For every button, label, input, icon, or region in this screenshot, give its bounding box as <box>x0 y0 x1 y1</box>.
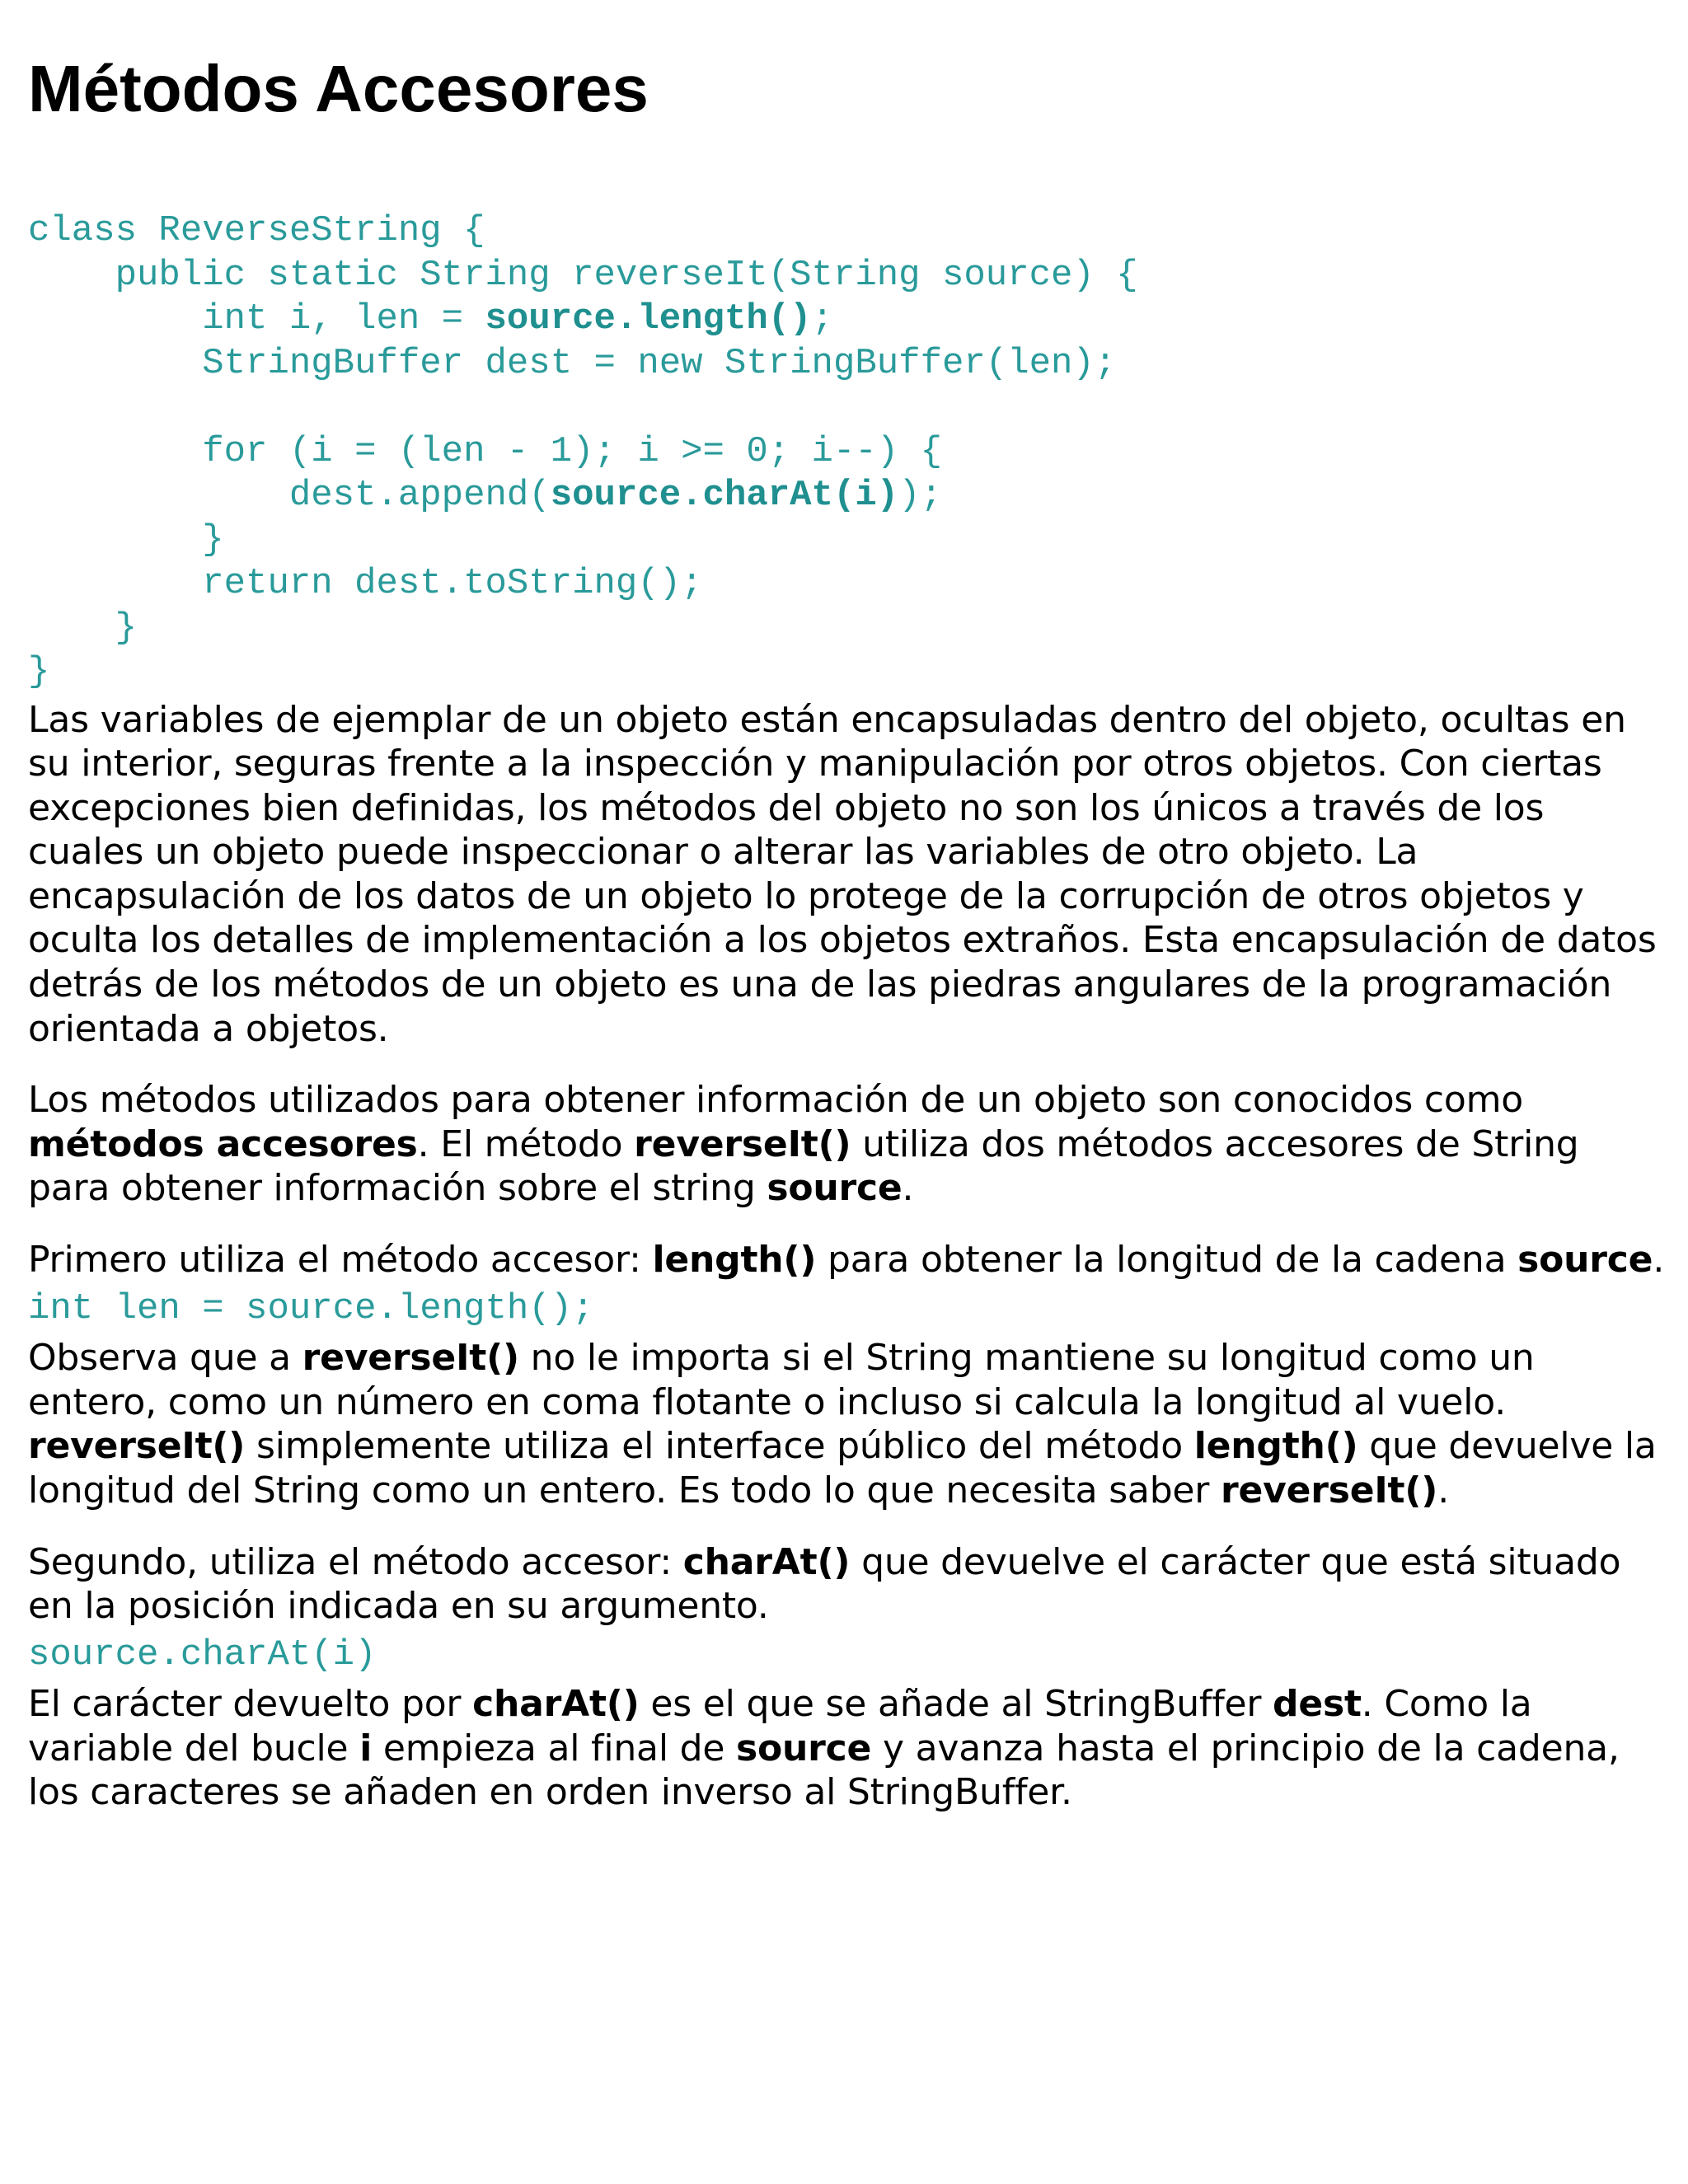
bold-term: reverseIt() <box>302 1337 519 1380</box>
code-line <box>28 209 1668 254</box>
paragraph-charat-result <box>28 1682 1668 1815</box>
paragraph-text: Los métodos utilizados para obtener información de un objeto son conocidos como <box>28 1079 1524 1122</box>
code-text: int i, len = <box>28 298 485 340</box>
bold-term: length() <box>1193 1425 1358 1468</box>
code-line <box>28 298 1668 342</box>
paragraph-text: es el que se añade al StringBuffer <box>639 1683 1273 1726</box>
paragraph-charat <box>28 1540 1668 1629</box>
paragraph-text: . Como la variable del bucle <box>28 1683 1532 1769</box>
code-block-reverse-string <box>28 209 1668 695</box>
paragraph-text: no le importa si el String mantiene su longitud como un entero, como un número en coma flotante o incluso si calcula la longitud al vuelo. <box>28 1337 1535 1423</box>
code-line <box>28 254 1668 298</box>
bold-term: source <box>1517 1239 1653 1282</box>
paragraph-text: . <box>1437 1469 1449 1511</box>
code-line <box>28 607 1668 651</box>
paragraph-accessor-methods <box>28 1078 1668 1211</box>
bold-term: charAt() <box>682 1540 851 1583</box>
code-line <box>28 650 1668 695</box>
paragraph-text: que devuelve la longitud del String como un entero. Es todo lo que necesita saber <box>28 1425 1657 1511</box>
paragraph-text: . <box>1653 1239 1665 1282</box>
bold-term: i <box>359 1727 373 1769</box>
code-line <box>28 562 1668 607</box>
paragraph-text: Las variables de ejemplar de un objeto están encapsuladas dentro del objeto, ocultas en su interior, seguras frente a la inspección y manipulación por otros objetos. Con ciertas excepciones bien definidas, los métodos del objeto no son los únicos a través de los cuales un objeto puede inspeccionar o alterar las variables de otro objeto. La encapsulación de los datos de un objeto lo protege de la corrupción de otros objetos y oculta los detalles de implementación a los objetos extraños. Esta encapsulación de datos detrás de los métodos de un objeto es una de las piedras angulares de la programación orientada a objetos. <box>28 698 1657 1050</box>
paragraph-reverseit-length <box>28 1336 1668 1512</box>
code-line <box>28 386 1668 430</box>
code-text: } <box>28 651 50 692</box>
paragraph-text: Observa que a <box>28 1337 302 1380</box>
code-text: } <box>28 607 138 649</box>
bold-term: charAt() <box>472 1683 640 1726</box>
code-line <box>28 518 1668 563</box>
bold-term: reverseIt() <box>28 1425 246 1468</box>
code-text: return dest.toString(); <box>28 563 703 604</box>
paragraph-text: para obtener la longitud de la cadena <box>816 1239 1518 1282</box>
paragraph-text: simplemente utiliza el interface público del método <box>245 1425 1194 1468</box>
code-line <box>28 474 1668 518</box>
code-text: StringBuffer dest = new StringBuffer(len); <box>28 342 1117 384</box>
code-text: public static String reverseIt(String source) { <box>28 254 1138 296</box>
code-snippet-charat: source.charAt(i) <box>28 1633 377 1675</box>
bold-term: length() <box>652 1239 817 1282</box>
code-text: class ReverseString { <box>28 210 485 251</box>
code-highlight: source.length() <box>485 298 812 340</box>
paragraph-text: El carácter devuelto por <box>28 1683 473 1726</box>
paragraph-text: empieza al final de <box>372 1727 737 1769</box>
paragraph-text: que devuelve el carácter que está situado en la posición indicada en su argumento. <box>28 1540 1621 1628</box>
code-line <box>28 342 1668 387</box>
paragraph-text: Segundo, utiliza el método accesor: <box>28 1540 683 1583</box>
code-highlight: source.charAt(i) <box>550 475 899 516</box>
paragraph-text: Primero utiliza el método accesor: <box>28 1239 653 1282</box>
paragraph-text: . El método <box>417 1122 635 1165</box>
paragraph-text: y avanza hasta el principio de la cadena, los caracteres se añaden en orden inverso al StringBuffer. <box>28 1727 1620 1814</box>
code-text: } <box>28 518 224 560</box>
bold-term: source <box>736 1727 872 1769</box>
page-title: Métodos Accesores <box>28 52 649 125</box>
paragraph-encapsulation <box>28 698 1668 1052</box>
bold-term: reverseIt() <box>1220 1469 1438 1511</box>
code-text: for (i = (len - 1); i >= 0; i--) { <box>28 430 942 472</box>
paragraph-length <box>28 1238 1668 1282</box>
code-line <box>28 430 1668 475</box>
code-text: ); <box>898 475 942 516</box>
code-text: dest.append( <box>28 475 551 516</box>
bold-term: métodos accesores <box>28 1122 418 1165</box>
bold-term: dest <box>1273 1683 1362 1726</box>
document-page <box>28 41 1668 1815</box>
paragraph-text: utiliza dos métodos accesores de String para obtener información sobre el string <box>28 1122 1579 1210</box>
code-text: ; <box>811 298 833 340</box>
bold-term: reverseIt() <box>634 1122 851 1165</box>
bold-term: source <box>767 1167 903 1210</box>
paragraph-text: . <box>902 1167 914 1210</box>
code-snippet-length: int len = source.length(); <box>28 1287 594 1329</box>
